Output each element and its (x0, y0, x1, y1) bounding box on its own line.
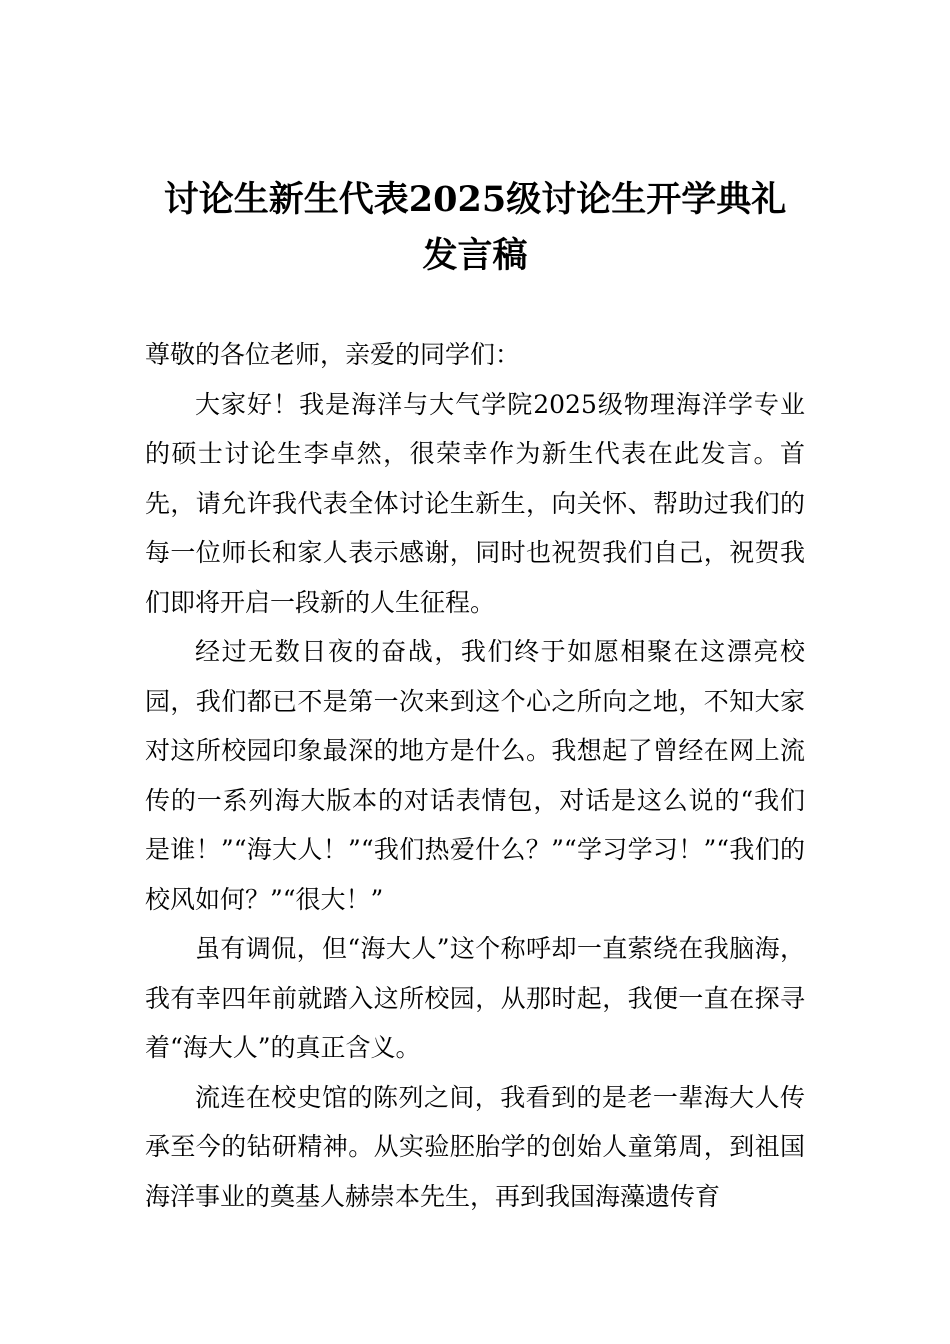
paragraph-3: 虽有调侃，但“海大人”这个称呼却一直萦绕在我脑海，我有幸四年前就踏入这所校园，从那时起，我便一直在探寻着“海大人”的真正含义。 (145, 934, 805, 1062)
paragraph-4: 流连在校史馆的陈列之间，我看到的是老一辈海大人传承至今的钻研精神。从实验胚胎学的创始人童第周，到祖国海洋事业的奠基人赫崇本先生，再到我国海藻遗传育 (145, 1082, 805, 1211)
title-line-2: 发言稿 (422, 235, 528, 276)
salutation: 尊敬的各位老师，亲爱的同学们： (145, 340, 521, 369)
paragraph-1: 大家好！我是海洋与大气学院2025级物理海洋学专业的硕士讨论生李卓然，很荣幸作为新生代表在此发言。首先，请允许我代表全体讨论生新生，向关怀、帮助过我们的每一位师长和家人表示感谢，同时也祝贺我们自己，祝贺我们即将开启一段新的人生征程。 (145, 389, 805, 617)
paragraph-2: 经过无数日夜的奋战，我们终于如愿相聚在这漂亮校园，我们都已不是第一次来到这个心之所向之地，不知大家对这所校园印象最深的地方是什么。我想起了曾经在网上流传的一系列海大版本的对话表情包，对话是这么说的“我们是谁！”“海大人！”“我们热爱什么？”“学习学习！”“我们的校风如何？”“很大！” (145, 637, 805, 914)
title-line-1: 讨论生新生代表2025级讨论生开学典礼 (163, 179, 787, 220)
document-body (145, 330, 805, 1221)
document-title (145, 172, 805, 284)
